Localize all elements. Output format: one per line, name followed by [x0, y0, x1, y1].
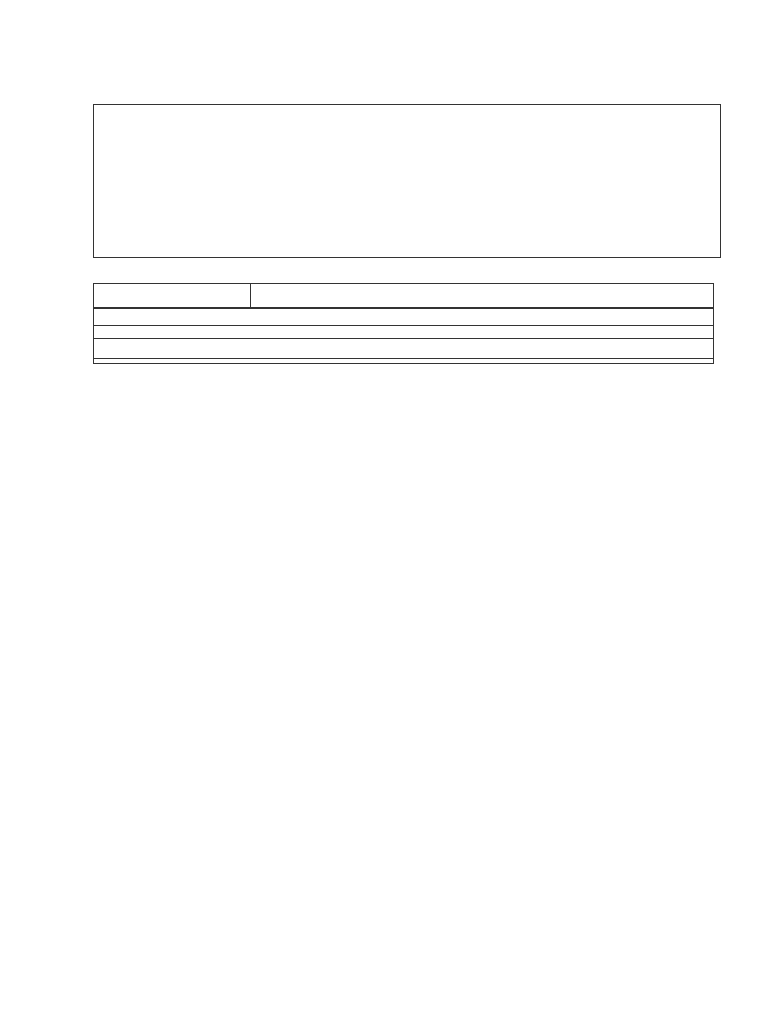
basic-references-section	[94, 358, 713, 363]
general-objective-section	[94, 308, 713, 325]
specific-objectives-section	[94, 325, 713, 338]
discipline-header-table	[94, 284, 713, 308]
previous-references-box	[93, 104, 721, 258]
discipline-table	[93, 283, 714, 364]
syllabus-section	[94, 338, 713, 358]
discipline-label	[94, 284, 250, 308]
discipline-title	[250, 284, 713, 308]
